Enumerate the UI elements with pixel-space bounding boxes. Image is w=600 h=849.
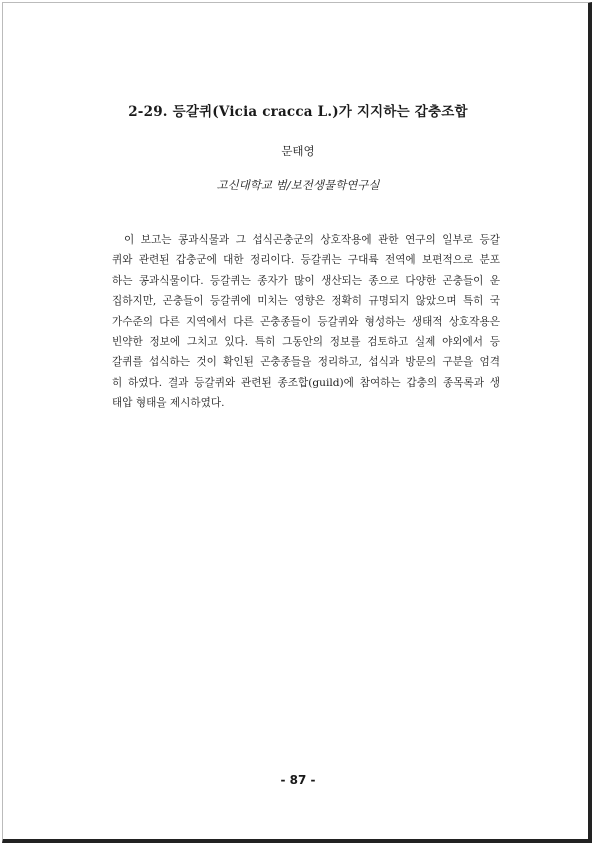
abstract-line: 퀴와 관련된 갑충군에 대한 정리이다. 등갈퀴는 구대륙 전역에 보편적으로 분포: [112, 254, 500, 267]
paper-title: 2-29. 등갈퀴(Vicia cracca L.)가 지지하는 갑충조합: [128, 104, 468, 120]
abstract-line: 히 하였다. 결과 등갈퀴와 관련된 종조합(guild)에 참여하는 갑충의 종목록과 생: [112, 376, 500, 389]
author-name: 문태영: [281, 144, 315, 158]
abstract-line: 태압 형태을 제시하였다.: [112, 397, 225, 410]
abstract-body: [112, 230, 500, 414]
abstract-line: 가수준의 다른 지역에서 다른 곤충종들이 등갈퀴와 형성하는 생태적 상호작용은: [112, 315, 500, 328]
abstract-line: 이 보고는 콩과식물과 그 섭식곤충군의 상호작용에 관한 연구의 일부로 등갈: [124, 234, 500, 246]
page-border: [2, 2, 592, 843]
page-number: - 87 -: [280, 773, 316, 787]
abstract-line: 하는 콩과식물이다. 등갈퀴는 종자가 많이 생산되는 종으로 다양한 곤충들이 운: [112, 274, 500, 287]
abstract-line: 갈퀴를 섭식하는 것이 확인된 곤충종들을 정리하고, 섭식과 방문의 구분을 엄격: [112, 356, 500, 369]
abstract-line: 빈약한 정보에 그치고 있다. 특히 그동안의 정보를 검토하고 실제 야외에서 등: [112, 336, 500, 349]
author-affiliation: 고신대학교 범/보전생물학연구실: [216, 178, 380, 192]
abstract-line: 집하지만, 곤충들이 등갈퀴에 미치는 영향은 정확히 규명되지 않았으며 특히 국: [112, 295, 500, 308]
